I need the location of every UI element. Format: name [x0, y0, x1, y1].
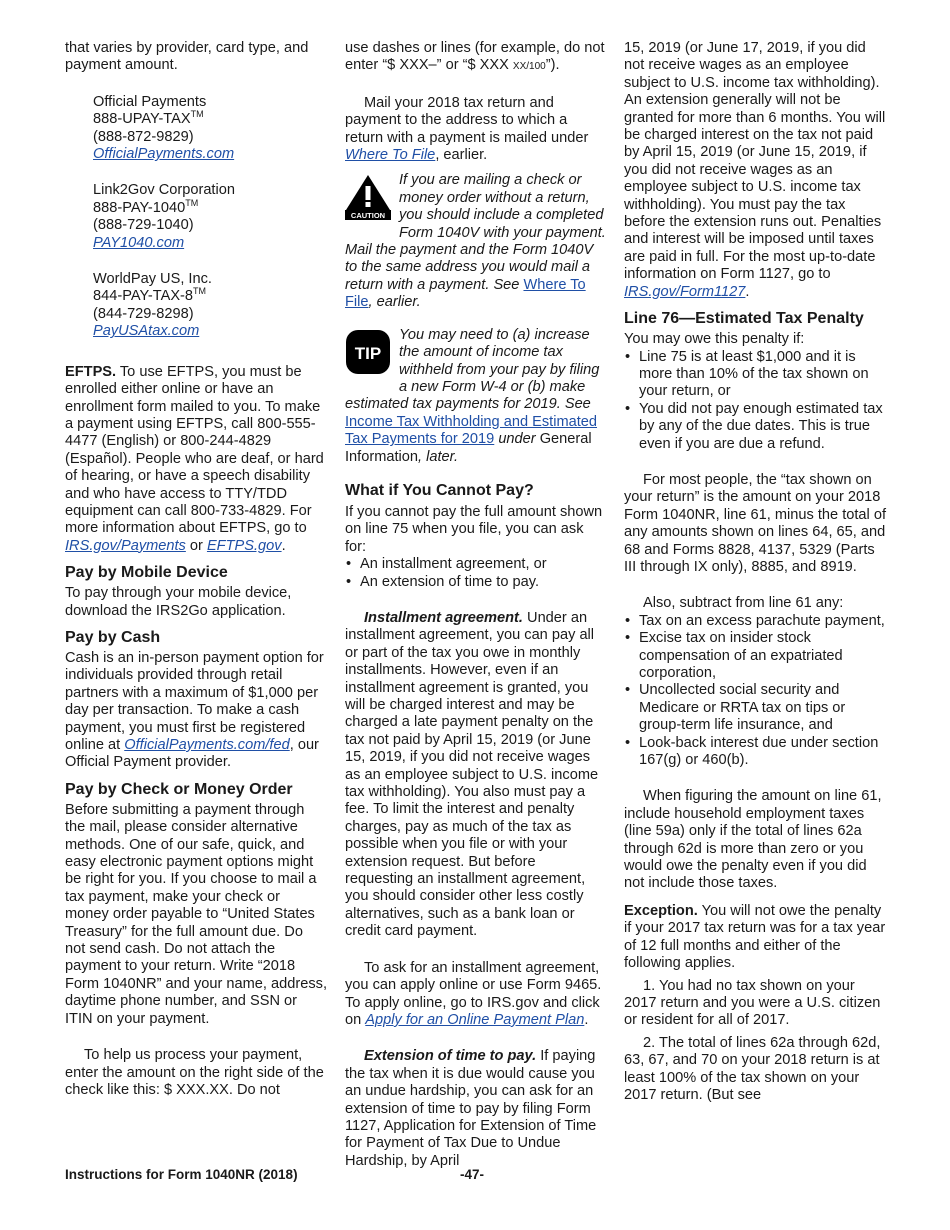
eftps-link[interactable]: EFTPS.gov	[206, 537, 282, 554]
list-item: • Line 75 is at least $1,000 and it is more than 10% of the tax shown on your return, or	[624, 349, 886, 401]
provider-worldpay	[93, 271, 327, 341]
paragraph: that varies by provider, card type, and payment amount.	[65, 40, 309, 74]
ask-paragraph: To ask for an installment agreement, you can apply online or use Form 9465. To apply online, go to IRS.gov and click on Apply for an Online Payment Plan.	[345, 959, 602, 1028]
extension-paragraph: Extension of time to pay. If paying the tax when it is due would cause you an undue hardship, you can ask for an extension of time to pay by filing Form 1127, Application for Extension of Time for Payment of Tax Due to Undue Hardship, by April	[345, 1048, 597, 1169]
owe-list	[624, 349, 886, 453]
eftps-label: EFTPS.	[65, 363, 117, 380]
trademark: TM	[185, 197, 199, 208]
provider-link[interactable]: PayUSAtax.com	[93, 323, 200, 340]
paragraph: To help us process your payment, enter the amount on the right side of the check like this: $ XXX.XX. Do not	[65, 1047, 324, 1098]
trademark: TM	[190, 109, 204, 120]
list-item: • Tax on an excess parachute payment,	[624, 613, 886, 630]
form1127-link[interactable]: IRS.gov/Form1127	[624, 283, 746, 300]
paragraph: use dashes or lines (for example, do not enter “$ XXX–” or “$ XXX XX/100”).	[345, 40, 605, 74]
column-1	[65, 40, 327, 1099]
tip-text: You may need to (a) increase the amount of income tax withheld from your pay by filing a new Form W-4 or (b) make estimated tax payments for 2019. See Income Tax Withholding and Estimated Tax Payments for 2019 under General Information, later.	[345, 326, 600, 465]
list-item: • Excise tax on insider stock compensation of an expatriated corporation,	[624, 630, 886, 682]
tip-note	[345, 327, 607, 466]
provider-phone-number: (888-872-9829)	[93, 128, 194, 145]
paragraph: To pay through your mobile device, download the IRS2Go application.	[65, 585, 292, 619]
list-item: • An extension of time to pay.	[345, 574, 607, 591]
extension-continued: 15, 2019 (or June 17, 2019, if you did not receive wages as an employee subject to U.S. income tax withholding). An extension generally will not be granted for more than 6 months. You will be charged interest on the tax not paid by April 15, 2019 (or June 15, 2019, if you did not receive wages as an employee subject to U.S. income tax withholding). You must pay the tax before the extension runs out. Penalties and interest will be imposed until taxes are paid in full. For the most up-to-date information on Form 1127, go to IRS.gov/Form1127.	[624, 40, 886, 300]
also-list	[624, 613, 886, 770]
caution-icon	[345, 174, 391, 225]
heading-line76: Line 76—Estimated Tax Penalty	[624, 310, 864, 328]
provider-phone: 888-UPAY-TAX	[93, 111, 191, 128]
footer-title: Instructions for Form 1040NR (2018)	[65, 1167, 298, 1182]
caution-text: If you are mailing a check or money order without a return, you should include a completed Form 1040V with your payment. Mail the payment and the Form 1040V to the same address you would mail a return with a payment. See Where To File, earlier.	[345, 172, 606, 311]
provider-official-payments	[93, 94, 327, 164]
heading-mobile: Pay by Mobile Device	[65, 564, 228, 582]
where-to-file-link[interactable]: Where To File	[345, 147, 436, 164]
page-number: -47-	[460, 1167, 485, 1182]
heading-cannot-pay: What if You Cannot Pay?	[345, 481, 534, 499]
exception-item: 1. You had no tax shown on your 2017 return and you were a U.S. citizen or resident for all of 2017.	[624, 977, 881, 1029]
paragraph: When figuring the amount on line 61, include household employment taxes (line 59a) only if the total of lines 62a through 62d is more than zero or you would owe the penalty even if you did not include those taxes.	[624, 788, 882, 892]
provider-name: Link2Gov Corporation	[93, 182, 235, 199]
list-item: • You did not pay enough estimated tax by any of the due dates. This is true even if you are due a refund.	[624, 401, 886, 453]
provider-link[interactable]: OfficialPayments.com	[93, 146, 235, 163]
list-item: • Look-back interest due under section 167(g) or 460(b).	[624, 735, 886, 770]
cannot-pay-list	[345, 556, 607, 591]
provider-link2gov	[93, 182, 327, 252]
online-payment-plan-link[interactable]: Apply for an Online Payment Plan	[365, 1011, 585, 1028]
exception-paragraph: Exception. You will not owe the penalty if your 2017 tax return was for a tax year of 12 full months and either of the following applies.	[624, 902, 886, 972]
heading-cash: Pay by Cash	[65, 628, 161, 646]
trademark: TM	[193, 286, 207, 297]
provider-link[interactable]: PAY1040.com	[93, 234, 185, 251]
column-3	[624, 40, 886, 1104]
where-to-file-link[interactable]: Where To File	[345, 276, 586, 311]
paragraph: You may owe this penalty if:	[624, 331, 805, 348]
provider-phone: 844-PAY-TAX-8	[93, 288, 194, 305]
cash-paragraph: Cash is an in-person payment option for individuals provided through retail partners with a maximum of $1,000 per day per transaction. To make a cash payment, you must first be registered online at OfficialPayments.com/fed, our Official Payment provider.	[65, 649, 324, 771]
paragraph: Before submitting a payment through the mail, please consider alternative methods. One of our safe, quick, and easy electronic payment options might be right for you. If you choose to mail a tax payment, make your check or money order payable to “United States Treasury” for the full amount due. Do not send cash. Do not attach the payment to your return. Write “2018 Form 1040NR” and your name, address, daytime phone number, and SSN or ITIN on your payment.	[65, 801, 327, 1027]
exception-item: 2. The total of lines 62a through 62d, 63, 67, and 70 on your 2018 return is at least 100% of the tax shown on your 2017 return. (But see	[624, 1034, 881, 1103]
tip-icon	[345, 329, 391, 380]
provider-phone: 888-PAY-1040	[93, 199, 186, 216]
column-2	[345, 40, 607, 1170]
paragraph: For most people, the “tax shown on your return” is the amount on your 2018 Form 1040NR, line 61, minus the total of any amounts shown on lines 64, 65, and 68 and Forms 8828, 4137, 5329 (Parts III through IX only), 8885, and 8919.	[624, 471, 887, 575]
provider-name: Official Payments	[93, 93, 207, 110]
caution-note	[345, 172, 607, 311]
heading-check: Pay by Check or Money Order	[65, 780, 293, 798]
provider-phone-number: (888-729-1040)	[93, 217, 194, 234]
paragraph: Also, subtract from line 61 any:	[643, 595, 844, 612]
paragraph: If you cannot pay the full amount shown on line 75 when you file, you can ask for:	[345, 503, 603, 555]
provider-phone-number: (844-729-8298)	[93, 305, 194, 322]
official-payments-fed-link[interactable]: OfficialPayments.com/fed	[124, 737, 290, 753]
irs-payments-link[interactable]: IRS.gov/Payments	[65, 537, 186, 554]
installment-paragraph: Installment agreement. Under an installment agreement, you can pay all or part of the tax you owe in monthly installments. However, even if an installment agreement is granted, you will be charged interest and may be charged a late payment penalty on the tax not paid by April 15, 2019 (or June 15, 2019, if you did not receive wages as an employee subject to U.S. income tax withholding). You also must pay a fee. To limit the interest and penalty charges, pay as much of the tax as possible when you file or with your extension request. But before requesting an installment agreement, you should consider other less costly alternatives, such as a bank loan or credit card payment.	[345, 609, 599, 940]
tip-label: TIP	[354, 343, 382, 363]
caution-label: CAUTION	[350, 211, 386, 221]
eftps-paragraph: EFTPS. To use EFTPS, you must be enrolled either online or have an enrollment form mailed to you. To make a payment using EFTPS, call 800-555-4477 (English) or 800-244-4829 (Español). People who are deaf, or hard of hearing, or have a speech disability and who have access to TTY/TDD equipment can call 800-733-4829. For more information about EFTPS, go to IRS.gov/Payments or EFTPS.gov.	[65, 363, 324, 554]
provider-name: WorldPay US, Inc.	[93, 271, 212, 288]
withholding-link[interactable]: Income Tax Withholding and Estimated Tax Payments for 2019	[345, 413, 598, 448]
list-item: • Uncollected social security and Medicare or RRTA tax on tips or group-term life insurance, and	[624, 682, 886, 734]
list-item: • An installment agreement, or	[345, 556, 607, 573]
mail-paragraph: Mail your 2018 tax return and payment to the address to which a return with a payment is mailed under Where To File, earlier.	[345, 94, 589, 164]
